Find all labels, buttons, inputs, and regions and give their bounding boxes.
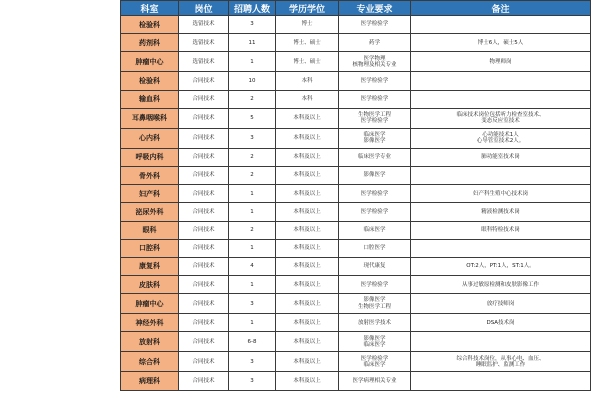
table-row: [121, 52, 591, 72]
count-cell: 1: [229, 52, 276, 72]
major-line: 医学检验学: [360, 208, 389, 215]
major-line: 临床医学: [363, 226, 386, 233]
note-cell: [411, 185, 591, 203]
note-line: 睡眠监护、监测工作: [475, 361, 526, 368]
count-cell: 1: [229, 203, 276, 221]
degree-cell: 本科及以上: [276, 108, 339, 128]
major-line: 临床医学: [363, 131, 386, 138]
position-cell: 选留技术: [179, 52, 229, 72]
count-cell: 1: [229, 185, 276, 203]
count-cell: 2: [229, 148, 276, 166]
major-cell: [339, 90, 411, 108]
table-row: [121, 108, 591, 128]
position-cell: 合同技术: [179, 257, 229, 275]
department-cell: 康复科: [121, 257, 179, 275]
major-line: 现代康复: [363, 263, 386, 270]
major-cell: [339, 108, 411, 128]
position-cell: 合同技术: [179, 221, 229, 239]
note-cell: [411, 34, 591, 52]
degree-cell: 本科及以上: [276, 166, 339, 184]
position-cell: 合同技术: [179, 294, 229, 314]
count-cell: 2: [229, 221, 276, 239]
position-cell: 合同技术: [179, 148, 229, 166]
major-line: 临床医学专业: [357, 154, 391, 161]
department-cell: 肿瘤中心: [121, 294, 179, 314]
major-cell: [339, 276, 411, 294]
department-cell: 口腔科: [121, 239, 179, 257]
table-row: [121, 221, 591, 239]
major-line: 生物医学工程: [357, 303, 391, 310]
note-cell: [411, 90, 591, 108]
major-cell: [339, 52, 411, 72]
note-cell: [411, 16, 591, 34]
major-cell: [339, 148, 411, 166]
note-line: 从事过敏原检测和皮肤影像工作: [461, 281, 539, 288]
degree-cell: 本科及以上: [276, 239, 339, 257]
major-line: 核物理及相关专业: [352, 61, 397, 68]
degree-cell: 本科及以上: [276, 294, 339, 314]
degree-cell: 本科: [276, 90, 339, 108]
position-cell: 合同技术: [179, 90, 229, 108]
major-cell: [339, 257, 411, 275]
count-cell: 5: [229, 108, 276, 128]
degree-cell: 本科及以上: [276, 128, 339, 148]
note-line: 物理师岗: [489, 58, 512, 65]
position-cell: 合同技术: [179, 332, 229, 352]
position-cell: 合同技术: [179, 128, 229, 148]
major-line: 影像医学: [363, 297, 386, 304]
note-line: 妇产科生殖中心技术岗: [472, 190, 528, 197]
degree-cell: 本科及以上: [276, 203, 339, 221]
note-cell: [411, 294, 591, 314]
degree-cell: 本科及以上: [276, 221, 339, 239]
note-cell: [411, 128, 591, 148]
major-line: 医学检验学: [360, 96, 389, 102]
major-cell: [339, 128, 411, 148]
note-line: 心功能技术1人: [482, 131, 519, 138]
position-cell: 合同技术: [179, 203, 229, 221]
note-cell: [411, 314, 591, 332]
table-row: [121, 372, 591, 390]
note-cell: [411, 148, 591, 166]
major-line: 影像医学: [363, 335, 386, 342]
department-cell: 耳鼻咽喉科: [121, 108, 179, 128]
major-cell: [339, 34, 411, 52]
table-row: [121, 166, 591, 184]
degree-cell: 博士、硕士: [276, 52, 339, 72]
count-cell: 3: [229, 294, 276, 314]
header-major: 专业要求: [339, 1, 411, 16]
note-cell: [411, 221, 591, 239]
major-cell: [339, 72, 411, 90]
position-cell: 合同技术: [179, 108, 229, 128]
major-line: 临床医学: [363, 341, 386, 348]
table-row: [121, 16, 591, 34]
degree-cell: 本科及以上: [276, 352, 339, 372]
department-cell: 神经外科: [121, 314, 179, 332]
table-row: [121, 148, 591, 166]
note-cell: [411, 352, 591, 372]
table-row: [121, 90, 591, 108]
major-cell: [339, 314, 411, 332]
major-line: 口腔医学: [363, 245, 386, 252]
major-line: 影像医学: [363, 138, 386, 145]
note-line: 精液检测技术岗: [481, 208, 520, 215]
count-cell: 1: [229, 239, 276, 257]
major-cell: [339, 166, 411, 184]
note-line: DSA技术岗: [486, 319, 515, 326]
department-cell: 呼吸内科: [121, 148, 179, 166]
count-cell: 11: [229, 34, 276, 52]
note-line: 放疗技师岗: [486, 300, 515, 307]
department-cell: 心内科: [121, 128, 179, 148]
table-row: [121, 128, 591, 148]
major-line: 医学检验学: [360, 21, 389, 28]
major-cell: [339, 352, 411, 372]
major-line: 医学病理相关专业: [352, 377, 397, 384]
note-cell: [411, 108, 591, 128]
department-cell: 皮肤科: [121, 276, 179, 294]
major-line: 医学物理: [363, 55, 386, 62]
header-degree: 学历学位: [276, 1, 339, 16]
department-cell: 骨外科: [121, 166, 179, 184]
major-cell: [339, 16, 411, 34]
note-cell: [411, 372, 591, 390]
note-line: 博士6人，硕士5人: [477, 39, 524, 46]
degree-cell: 本科及以上: [276, 372, 339, 390]
major-cell: [339, 239, 411, 257]
position-cell: 合同技术: [179, 276, 229, 294]
table-row: [121, 185, 591, 203]
department-cell: 放射科: [121, 332, 179, 352]
table-row: [121, 203, 591, 221]
department-cell: 妇产科: [121, 185, 179, 203]
degree-cell: 本科及以上: [276, 257, 339, 275]
major-line: 影像医学: [363, 172, 386, 179]
note-cell: [411, 203, 591, 221]
major-cell: [339, 221, 411, 239]
major-cell: [339, 332, 411, 352]
degree-cell: 博士、硕士: [276, 34, 339, 52]
table-row: [121, 332, 591, 352]
department-cell: 肿瘤中心: [121, 52, 179, 72]
major-cell: [339, 203, 411, 221]
position-cell: 合同技术: [179, 72, 229, 90]
table-body: [121, 16, 591, 391]
table-row: [121, 34, 591, 52]
note-cell: [411, 276, 591, 294]
count-cell: 3: [229, 16, 276, 34]
position-cell: 合同技术: [179, 239, 229, 257]
table-row: [121, 314, 591, 332]
department-cell: 泌尿外科: [121, 203, 179, 221]
table-row: [121, 294, 591, 314]
department-cell: 检验科: [121, 72, 179, 90]
degree-cell: 本科及以上: [276, 276, 339, 294]
major-line: 医学检验学: [360, 118, 389, 125]
count-cell: 2: [229, 166, 276, 184]
major-line: 医学检验学: [360, 190, 389, 197]
major-line: 生物医学工程: [357, 111, 391, 118]
degree-cell: 本科及以上: [276, 148, 339, 166]
note-line: OT:2人，PT:1人，ST:1人。: [466, 263, 535, 270]
position-cell: 合同技术: [179, 352, 229, 372]
count-cell: 4: [229, 257, 276, 275]
note-line: 心导管室技术2人。: [476, 138, 525, 145]
department-cell: 检验科: [121, 16, 179, 34]
department-cell: 药剂科: [121, 34, 179, 52]
major-cell: [339, 294, 411, 314]
count-cell: 3: [229, 352, 276, 372]
department-cell: 病理科: [121, 372, 179, 390]
position-cell: 合同技术: [179, 372, 229, 390]
table-row: [121, 352, 591, 372]
position-cell: 选留技术: [179, 16, 229, 34]
major-line: 医学检验学: [360, 355, 389, 362]
major-line: 医学检验学: [360, 77, 389, 84]
recruitment-table-sheet: [120, 0, 590, 391]
note-cell: [411, 166, 591, 184]
count-cell: 10: [229, 72, 276, 90]
note-cell: [411, 332, 591, 352]
recruitment-table: [120, 0, 591, 391]
table-row: [121, 257, 591, 275]
count-cell: 1: [229, 314, 276, 332]
major-line: 药学: [368, 39, 380, 46]
position-cell: 合同技术: [179, 314, 229, 332]
degree-cell: 本科及以上: [276, 185, 339, 203]
count-cell: 2: [229, 90, 276, 108]
header-position: 岗位: [179, 1, 229, 16]
table-row: [121, 276, 591, 294]
note-cell: [411, 257, 591, 275]
count-cell: 3: [229, 372, 276, 390]
department-cell: 综合科: [121, 352, 179, 372]
header-note: 备注: [411, 1, 591, 16]
note-cell: [411, 72, 591, 90]
department-cell: 输血科: [121, 90, 179, 108]
header-count: 招聘人数: [229, 1, 276, 16]
count-cell: 6-8: [229, 332, 276, 352]
note-cell: [411, 239, 591, 257]
note-line: 变态反应室技术: [481, 118, 520, 125]
note-cell: [411, 52, 591, 72]
note-line: 肺功能室技术岗: [481, 154, 520, 161]
header-department: 科室: [121, 1, 179, 16]
position-cell: 合同技术: [179, 166, 229, 184]
table-header: [121, 1, 591, 16]
position-cell: 合同技术: [179, 185, 229, 203]
degree-cell: 本科: [276, 72, 339, 90]
degree-cell: 本科及以上: [276, 314, 339, 332]
note-line: 临床技术岗位包括听力检查室技术、: [456, 111, 545, 118]
major-line: 临床医学: [363, 361, 386, 368]
major-cell: [339, 185, 411, 203]
degree-cell: 本科及以上: [276, 332, 339, 352]
table-row: [121, 239, 591, 257]
note-line: 眼科特检技术岗: [481, 226, 520, 233]
degree-cell: 博士: [276, 16, 339, 34]
major-cell: [339, 372, 411, 390]
count-cell: 3: [229, 128, 276, 148]
table-row: [121, 72, 591, 90]
major-line: 医学检验学: [360, 281, 389, 288]
count-cell: 1: [229, 276, 276, 294]
note-line: 综合科技术岗位，从事心电、血压、: [456, 355, 545, 362]
position-cell: 选留技术: [179, 34, 229, 52]
major-line: 放射医学技术: [357, 319, 391, 326]
department-cell: 眼科: [121, 221, 179, 239]
